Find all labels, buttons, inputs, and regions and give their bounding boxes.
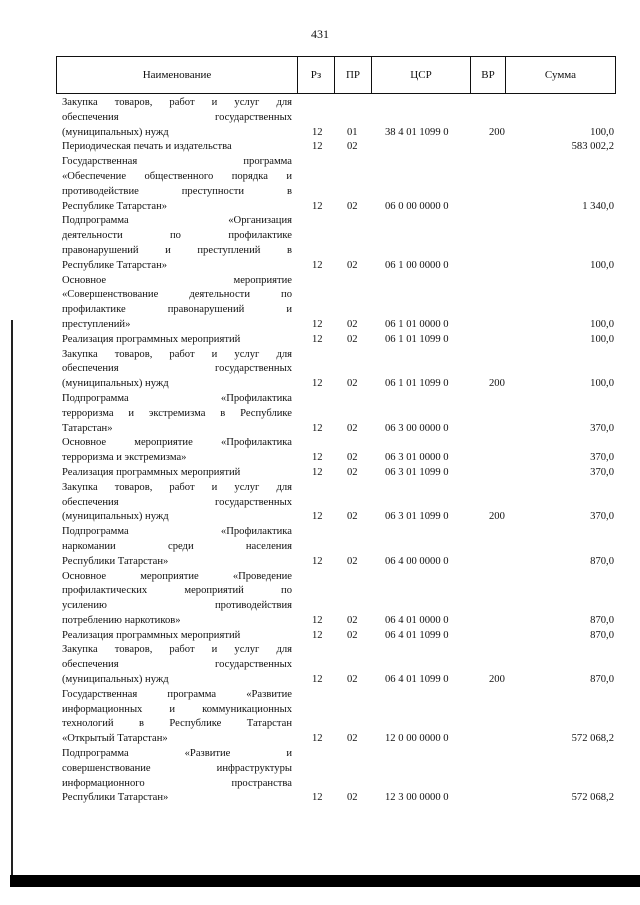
- row-vr: [489, 732, 519, 747]
- row-sum: 370,0: [590, 452, 614, 464]
- row-name-line: (муниципальных) нужд: [62, 674, 169, 686]
- row-csr: 06 1 00 0000 0: [385, 259, 449, 271]
- row-name-line: Республике Татарстан»: [62, 259, 168, 271]
- row-pr: 02: [347, 511, 358, 523]
- row-name-line: Подпрограмма «Профилактика: [62, 392, 292, 404]
- row-rz: 12: [312, 200, 323, 212]
- row-name: [62, 392, 292, 436]
- header-pr: ПР: [334, 57, 371, 93]
- row-name: [62, 747, 292, 806]
- row-pr: 02: [347, 452, 358, 464]
- row-name-line: усилению противодействия: [62, 600, 292, 612]
- row-name-line: Подпрограмма «Профилактика: [62, 526, 292, 538]
- table-row: [62, 214, 614, 273]
- row-name: [62, 140, 292, 155]
- table-row: [62, 747, 614, 806]
- row-name-line: Государственная программа: [62, 156, 292, 168]
- row-name-line: правонарушений и преступлений в: [62, 244, 292, 256]
- row-rz: 12: [312, 422, 323, 434]
- row-csr: 06 1 01 1099 0: [385, 378, 449, 390]
- row-name: [62, 570, 292, 629]
- row-sum: 100,0: [590, 126, 614, 138]
- row-vr: [489, 791, 519, 806]
- row-pr: 02: [347, 200, 358, 212]
- row-name-line: обеспечения государственных: [62, 496, 292, 508]
- row-name-line: потреблению наркотиков»: [62, 614, 181, 626]
- header-rz: Рз: [297, 57, 334, 93]
- row-sum: 370,0: [590, 422, 614, 434]
- row-vr: [489, 333, 519, 348]
- row-rz: 12: [312, 452, 323, 464]
- row-rz: 12: [312, 318, 323, 330]
- row-name: [62, 466, 292, 481]
- table-row: [62, 155, 614, 214]
- row-name-line: информационных и коммуникационных: [62, 703, 292, 715]
- row-name-line: (муниципальных) нужд: [62, 511, 169, 523]
- table-row: [62, 643, 614, 687]
- row-name-line: Реализация программных мероприятий: [62, 466, 241, 478]
- row-name-line: преступлений»: [62, 318, 131, 330]
- row-name: [62, 436, 292, 466]
- row-name-line: деятельности по профилактике: [62, 230, 292, 242]
- row-sum: 870,0: [590, 555, 614, 567]
- row-name-line: технологий в Республике Татарстан: [62, 718, 292, 730]
- table-body: [62, 96, 614, 806]
- row-vr: [489, 555, 519, 570]
- row-vr: [489, 259, 519, 274]
- row-csr: 06 0 00 0000 0: [385, 200, 449, 212]
- row-name-line: Основное мероприятие: [62, 274, 292, 286]
- row-pr: 02: [347, 733, 358, 745]
- row-name-line: терроризма и экстремизма»: [62, 452, 187, 464]
- table-row: [62, 466, 614, 481]
- row-sum: 100,0: [590, 318, 614, 330]
- row-vr: 200: [489, 511, 505, 523]
- row-name-line: Основное мероприятие «Профилактика: [62, 437, 292, 449]
- table-row: [62, 629, 614, 644]
- row-vr: 200: [489, 126, 505, 138]
- row-vr: [489, 629, 519, 644]
- row-name: [62, 333, 292, 348]
- row-vr: [489, 451, 519, 466]
- row-rz: 12: [312, 792, 323, 804]
- row-name-line: Подпрограмма «Организация: [62, 215, 292, 227]
- row-name-line: Основное мероприятие «Проведение: [62, 570, 292, 582]
- row-vr: 200: [489, 674, 505, 686]
- row-pr: 02: [347, 614, 358, 626]
- row-sum: 100,0: [590, 333, 614, 345]
- row-pr: 02: [347, 259, 358, 271]
- row-csr: 06 1 01 1099 0: [385, 333, 449, 345]
- row-vr: 200: [489, 378, 505, 390]
- table-row: [62, 333, 614, 348]
- row-name-line: (муниципальных) нужд: [62, 378, 169, 390]
- row-rz: 12: [312, 733, 323, 745]
- row-rz: 12: [312, 629, 323, 641]
- row-csr: 06 4 01 1099 0: [385, 674, 449, 686]
- row-sum: 370,0: [590, 466, 614, 478]
- row-name-line: Реализация программных мероприятий: [62, 629, 241, 641]
- row-name: [62, 481, 292, 525]
- row-csr: 06 3 01 1099 0: [385, 466, 449, 478]
- row-pr: 02: [347, 422, 358, 434]
- table-row: [62, 436, 614, 466]
- table-row: [62, 274, 614, 333]
- row-csr: 06 3 00 0000 0: [385, 422, 449, 434]
- table-row: [62, 348, 614, 392]
- row-name: [62, 155, 292, 214]
- row-name-line: обеспечения государственных: [62, 659, 292, 671]
- page-number: 431: [311, 27, 329, 41]
- row-csr: 12 3 00 0000 0: [385, 792, 449, 804]
- row-sum: 870,0: [590, 629, 614, 641]
- row-name-line: Закупка товаров, работ и услуг для: [62, 481, 292, 493]
- table-row: [62, 570, 614, 629]
- row-name-line: (муниципальных) нужд: [62, 126, 169, 138]
- row-pr: 02: [347, 141, 358, 153]
- table-row: [62, 688, 614, 747]
- scan-bottom-border: [10, 875, 640, 887]
- row-pr: 02: [347, 629, 358, 641]
- row-vr: [489, 614, 519, 629]
- row-sum: 1 340,0: [582, 200, 614, 212]
- row-sum: 870,0: [590, 614, 614, 626]
- row-sum: 583 002,2: [571, 141, 614, 153]
- scan-edge-line: [11, 320, 13, 880]
- header-sum: Сумма: [505, 57, 615, 93]
- row-pr: 02: [347, 792, 358, 804]
- row-name-line: совершенствование инфраструктуры: [62, 762, 292, 774]
- row-rz: 12: [312, 259, 323, 271]
- row-name-line: Закупка товаров, работ и услуг для: [62, 97, 292, 108]
- row-name-line: Периодическая печать и издательства: [62, 141, 232, 153]
- table-row: [62, 96, 614, 140]
- row-name: [62, 525, 292, 569]
- row-name-line: профилактике правонарушений и: [62, 304, 292, 316]
- row-name-line: «Совершенствование деятельности по: [62, 289, 292, 301]
- row-name-line: наркомании среди населения: [62, 540, 292, 552]
- row-csr: 06 3 01 0000 0: [385, 452, 449, 464]
- row-rz: 12: [312, 674, 323, 686]
- row-pr: 01: [347, 126, 358, 138]
- row-name-line: Республики Татарстан»: [62, 555, 169, 567]
- row-sum: 100,0: [590, 378, 614, 390]
- row-name: [62, 214, 292, 273]
- row-name-line: Закупка товаров, работ и услуг для: [62, 644, 292, 656]
- row-rz: 12: [312, 555, 323, 567]
- row-name-line: обеспечения государственных: [62, 111, 292, 123]
- row-sum: 572 068,2: [571, 792, 614, 804]
- row-name: [62, 274, 292, 333]
- row-sum: 370,0: [590, 511, 614, 523]
- table-row: [62, 392, 614, 436]
- row-csr: 06 4 01 0000 0: [385, 614, 449, 626]
- row-pr: 02: [347, 466, 358, 478]
- row-rz: 12: [312, 378, 323, 390]
- row-name-line: Татарстан»: [62, 422, 113, 434]
- row-pr: 02: [347, 378, 358, 390]
- row-rz: 12: [312, 126, 323, 138]
- row-csr: 12 0 00 0000 0: [385, 733, 449, 745]
- row-csr: 06 1 01 0000 0: [385, 318, 449, 330]
- table-header: [56, 56, 616, 94]
- row-csr: 06 4 00 0000 0: [385, 555, 449, 567]
- header-vr: ВР: [470, 57, 505, 93]
- row-vr: [489, 140, 519, 155]
- header-name: Наименование: [142, 69, 212, 81]
- row-pr: 02: [347, 674, 358, 686]
- row-sum: 572 068,2: [571, 733, 614, 745]
- row-name: [62, 348, 292, 392]
- header-csr: ЦСР: [371, 57, 470, 93]
- table-row: [62, 525, 614, 569]
- row-name-line: информационного пространства: [62, 777, 292, 789]
- row-name-line: профилактических мероприятий по: [62, 585, 292, 597]
- row-name: [62, 643, 292, 687]
- row-pr: 02: [347, 555, 358, 567]
- table-row: [62, 481, 614, 525]
- table-row: [62, 140, 614, 155]
- row-name-line: Подпрограмма «Развитие и: [62, 748, 292, 760]
- row-pr: 02: [347, 318, 358, 330]
- row-rz: 12: [312, 614, 323, 626]
- row-name-line: «Открытый Татарстан»: [62, 733, 168, 745]
- row-rz: 12: [312, 466, 323, 478]
- row-csr: 38 4 01 1099 0: [385, 126, 449, 138]
- row-rz: 12: [312, 333, 323, 345]
- row-vr: [489, 422, 519, 437]
- row-pr: 02: [347, 333, 358, 345]
- row-name-line: терроризма и экстремизма в Республике: [62, 407, 292, 419]
- row-vr: [489, 318, 519, 333]
- row-sum: 100,0: [590, 259, 614, 271]
- row-name-line: Государственная программа «Развитие: [62, 688, 292, 700]
- row-csr: 06 4 01 1099 0: [385, 629, 449, 641]
- row-rz: 12: [312, 141, 323, 153]
- row-csr: [385, 140, 489, 155]
- row-name-line: Закупка товаров, работ и услуг для: [62, 348, 292, 360]
- row-name-line: Реализация программных мероприятий: [62, 333, 241, 345]
- row-name: [62, 96, 292, 140]
- row-name-line: «Обеспечение общественного порядка и: [62, 170, 292, 182]
- row-sum: 870,0: [590, 674, 614, 686]
- row-name-line: Республики Татарстан»: [62, 792, 169, 804]
- row-vr: [489, 466, 519, 481]
- row-rz: 12: [312, 511, 323, 523]
- row-name: [62, 629, 292, 644]
- row-vr: [489, 200, 519, 215]
- row-name-line: Республике Татарстан»: [62, 200, 168, 212]
- row-name: [62, 688, 292, 747]
- row-name-line: противодействие преступности в: [62, 185, 292, 197]
- row-csr: 06 3 01 1099 0: [385, 511, 449, 523]
- row-name-line: обеспечения государственных: [62, 363, 292, 375]
